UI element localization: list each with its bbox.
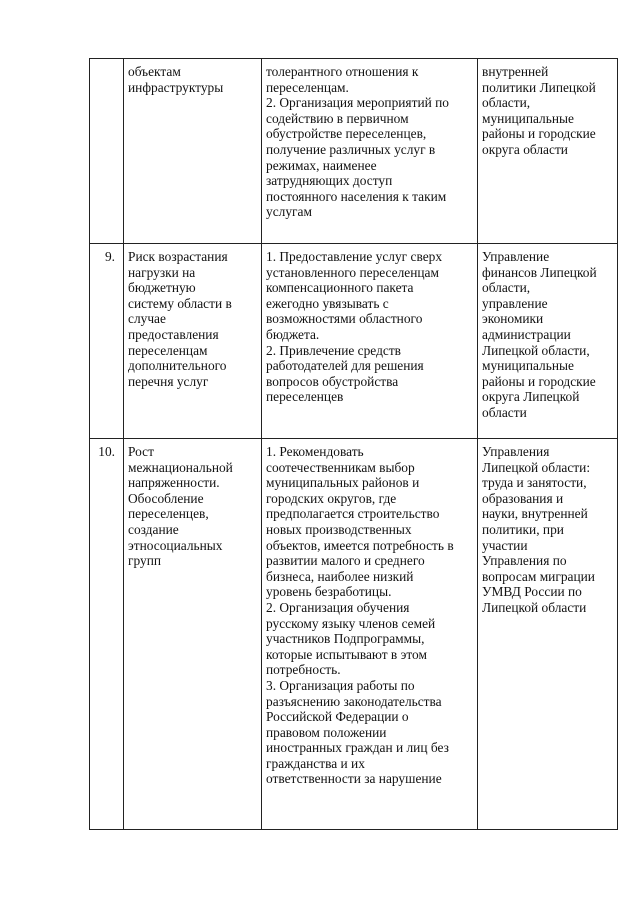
row-number-cell (90, 59, 124, 244)
measures-line: новых производственных (266, 521, 412, 537)
risk-line: переселенцев, (128, 506, 209, 522)
risk-line: Риск возрастания (128, 249, 228, 264)
measures-line: городских округов, где (266, 490, 397, 506)
measures-line: ответственности за нарушение (266, 771, 442, 787)
row-number-cell (90, 439, 124, 830)
risk-line: межнациональной (128, 459, 233, 475)
risk-line: перечня услуг (128, 373, 209, 389)
measures-line: установленного переселенцам (266, 264, 439, 280)
responsible-line: Липецкой области (482, 599, 587, 615)
table-row (90, 439, 618, 830)
risk-line: объектам (128, 64, 181, 79)
risk-line: напряженности. (128, 475, 220, 491)
measures-line: объектов, имеется потребность в (266, 537, 454, 553)
table-row (90, 244, 618, 439)
risk-line: Обособление (128, 490, 204, 506)
measures-line: обустройстве переселенцев, (266, 126, 427, 142)
risk-line: групп (128, 553, 162, 569)
measures-line: предполагается строительство (266, 506, 440, 522)
risk-cell (124, 439, 262, 830)
measures-cell (262, 244, 478, 439)
measures-line: получение различных услуг в (266, 141, 436, 157)
measures-line: бюджета. (266, 326, 320, 342)
risk-line: переселенцам (128, 342, 208, 358)
responsible-line: области (482, 404, 527, 420)
risk-line: нагрузки на (128, 264, 196, 280)
measures-cell (262, 59, 478, 244)
risk-line: инфраструктуры (128, 79, 224, 95)
responsible-line: муниципальные (482, 110, 574, 126)
row-number-cell (90, 244, 124, 439)
responsible-line: политики, при (482, 521, 564, 537)
responsible-line: муниципальные (482, 358, 574, 374)
measures-line: затрудняющих доступ (266, 173, 393, 189)
measures-line: уровень безработицы. (266, 584, 392, 600)
measures-line: 1. Рекомендовать (266, 444, 364, 459)
measures-line: услугам (266, 204, 312, 220)
responsible-line: науки, внутренней (482, 506, 588, 522)
measures-line: вопросов обустройства (266, 373, 399, 389)
measures-line: муниципальных районов и (266, 475, 420, 491)
responsible-line: участии (482, 537, 528, 553)
risk-line: бюджетную (128, 280, 196, 296)
responsible-line: образования и (482, 490, 564, 506)
measures-line: ежегодно увязывать с (266, 295, 389, 311)
responsible-line: Управление (482, 249, 550, 264)
risk-line: этносоциальных (128, 537, 223, 553)
risk-line: систему области в (128, 295, 232, 311)
risk-line: Рост (128, 444, 154, 459)
measures-line: работодателей для решения (266, 358, 424, 374)
responsible-line: округа Липецкой (482, 389, 580, 405)
measures-line: содействию в первичном (266, 110, 409, 126)
measures-line: русскому языку членов семей (266, 615, 436, 631)
responsible-line: районы и городские (482, 373, 596, 389)
measures-line: постоянного населения к таким (266, 188, 447, 204)
measures-line: разъяснению законодательства (266, 693, 442, 709)
responsible-line: труда и занятости, (482, 475, 587, 491)
measures-line: гражданства и их (266, 755, 365, 771)
measures-line: режимах, наименее (266, 157, 377, 173)
measures-line: переселенцам. (266, 79, 349, 95)
risk-cell (124, 59, 262, 244)
responsible-line: УМВД России по (482, 584, 582, 600)
measures-line: развитии малого и среднего (266, 553, 425, 569)
risk-cell (124, 244, 262, 439)
row-number: 10. (98, 444, 115, 459)
responsible-line: Управления (482, 444, 550, 459)
responsible-line: области, (482, 95, 531, 111)
measures-cell (262, 439, 478, 830)
measures-line: переселенцев (266, 389, 344, 405)
responsible-line: вопросам миграции (482, 568, 595, 584)
measures-line: бизнеса, наиболее низкий (266, 568, 414, 584)
risk-line: дополнительного (128, 358, 227, 374)
responsible-line: политики Липецкой (482, 79, 596, 95)
risk-line: создание (128, 521, 179, 537)
table-row (90, 59, 618, 244)
risk-line: случае (128, 311, 166, 327)
responsible-line: Управления по (482, 553, 567, 569)
measures-line: 1. Предоставление услуг сверх (266, 249, 443, 264)
responsible-cell (478, 439, 618, 830)
measures-line: участников Подпрограммы, (266, 631, 425, 647)
responsible-line: финансов Липецкой (482, 264, 597, 280)
responsible-line: Липецкой области: (482, 459, 591, 475)
measures-line: которые испытывают в этом (266, 646, 427, 662)
measures-line: возможностями областного (266, 311, 423, 327)
measures-line: 2. Организация мероприятий по (266, 95, 449, 111)
measures-line: 2. Привлечение средств (266, 342, 401, 358)
responsible-line: области, (482, 280, 531, 296)
measures-line: компенсационного пакета (266, 280, 414, 296)
measures-line: 2. Организация обучения (266, 599, 410, 615)
measures-line: правовом положении (266, 724, 387, 740)
responsible-cell (478, 59, 618, 244)
measures-line: потребность. (266, 662, 341, 678)
measures-line: иностранных граждан и лиц без (266, 740, 449, 756)
responsible-line: экономики (482, 311, 544, 327)
responsible-line: Липецкой области, (482, 342, 590, 358)
responsible-cell (478, 244, 618, 439)
responsible-line: округа области (482, 141, 568, 157)
measures-line: толерантного отношения к (266, 64, 419, 79)
row-number: 9. (104, 249, 115, 264)
responsible-line: районы и городские (482, 126, 596, 142)
measures-line: 3. Организация работы по (266, 677, 415, 693)
responsible-line: администрации (482, 326, 571, 342)
risk-line: предоставления (128, 326, 219, 342)
measures-table (89, 58, 618, 830)
responsible-line: внутренней (482, 64, 549, 79)
measures-line: соотечественникам выбор (266, 459, 415, 475)
responsible-line: управление (482, 295, 548, 311)
measures-line: Российской Федерации о (266, 709, 409, 725)
